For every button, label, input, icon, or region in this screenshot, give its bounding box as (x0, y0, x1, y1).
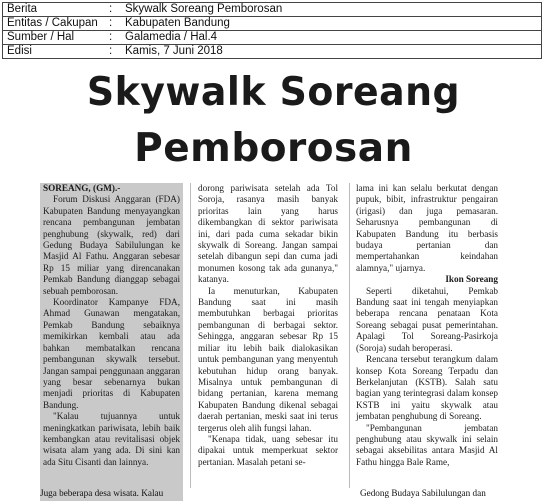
meta-colon: : (107, 3, 121, 17)
article-column-2 (198, 183, 338, 468)
paragraph: Koordinator Kampanye FDA, Ahmad Gunawan mengatakan, Pemkab Bandung sebaiknya memikirkan kembali atau ada bahkan membatalkan rencana pembangunan skywalk tersebut. Jangan sampai penggunaan anggaran yang besar sebenarnya bukan menjadi prioritas di Kabupaten Bandung. (43, 297, 180, 410)
continued-text-right: Gedong Budaya Sabilulungan dan (360, 488, 486, 498)
meta-label: Edisi (3, 45, 108, 59)
meta-row-sumber (3, 31, 542, 45)
meta-colon: : (107, 31, 121, 45)
meta-colon: : (107, 45, 121, 59)
headline-line-1: Skywalk Soreang (86, 70, 461, 115)
paragraph: dorong pariwisata setelah ada Tol Soroja, rasanya masih banyak prioritas lain yang harus dikembangkan di sektor pariwisata ini, dari pada cuma sekadar bikin skywalk di Soreang. Jangan sampai setelah dibangun sepi dan cuma jadi monumen kosong tak ada gunanya," katanya. (198, 183, 338, 285)
paragraph: Ia menuturkan, Kabupaten Bandung saat ini masih membutuhkan berbagai prioritas pembangunan di berbagai sektor. Sehingga, anggaran sebesar Rp 15 miliar itu lebih baik dialokasikan untuk pembangunan yang menyentuh kebutuhan hidup orang banyak. Misalnya untuk pembangunan di bidang pertanian, karena memang Kabupaten Bandung dikenal sebagai daerah pertanian, meski saat ini terus tergerus oleh alih fungsi lahan. (198, 285, 338, 433)
metadata-table (2, 2, 542, 59)
meta-value: Galamedia / Hal.4 (121, 31, 542, 45)
paragraph: Forum Diskusi Anggaran (FDA) Kabupaten Bandung menyayangkan rencana pembangunan jembatan penghubung (skywalk, red) dari Gedung Budaya Sabilulungan ke Masjid Al Fathu. Anggaran sebesar Rp 15 miliar yang direncanakan Pemkab Bandung dianggap sebagai sebuah pemborosan. (43, 194, 180, 296)
meta-row-berita (3, 3, 542, 17)
paragraph: lama ini kan selalu berkutat dengan pupuk, bibit, infrastruktur pengairan (irigasi) dan juga pemasaran. Seharusnya pembangunan di Kabupaten Bandung itu berbasis budaya pertanian dan mempertahankan keindahan alamnya," ujarnya. (356, 183, 498, 273)
meta-row-entitas (3, 17, 542, 31)
meta-row-edisi (3, 45, 542, 59)
paragraph: "Pembangunan jembatan penghubung atau skywalk ini selain sebagai aksebilitas antara Masjid Al Fathu hingga Bale Rame, (356, 422, 498, 467)
article-column-1 (40, 183, 183, 501)
meta-colon: : (107, 17, 121, 31)
meta-value: Kabupaten Bandung (121, 17, 542, 31)
column-divider (349, 183, 350, 488)
subheading: Ikon Soreang (445, 274, 498, 285)
dateline: SOREANG, (GM).- (43, 183, 121, 193)
paragraph: Rencana tersebut terangkum dalam konsep Kota Soreang Terpadu dan Berkelanjutan (KSTB). Salah satu bagian yang terintegrasi dalam konsep KSTB ini yaitu skywalk atau jembatan penghubung di Soreang. (356, 354, 498, 422)
meta-value: Kamis, 7 Juni 2018 (121, 45, 542, 59)
paragraph: Seperti diketahui, Pemkab Bandung saat ini tengah menyiapkan beberapa rencana penataan Kota Soreang sebagai pusat pemerintahan. Apalagi Tol Soreang-Pasirkoja (Soroja) sudah beroperasi. (356, 285, 498, 353)
paragraph: "Kenapa tidak, uang sebesar itu dipakai untuk memperkuat sektor pertanian. Masalah petani se- (198, 433, 338, 467)
headline-line-2: Pemborosan (134, 126, 413, 171)
article-column-3 (356, 183, 498, 468)
paragraph: "Kalau tujuannya untuk meningkatkan pariwisata, lebih baik kembangkan atau revitalisasi objek wisata alam yang ada. Di sini kan ada Situ Cisanti dan lainnya. (43, 411, 180, 467)
meta-label: Sumber / Hal (3, 31, 108, 45)
meta-label: Berita (3, 3, 108, 17)
meta-label: Entitas / Cakupan (3, 17, 108, 31)
continued-text-left: Juga beberapa desa wisata. Kalau (40, 488, 164, 498)
meta-value: Skywalk Soreang Pemborosan (121, 3, 542, 17)
column-divider (190, 183, 191, 488)
